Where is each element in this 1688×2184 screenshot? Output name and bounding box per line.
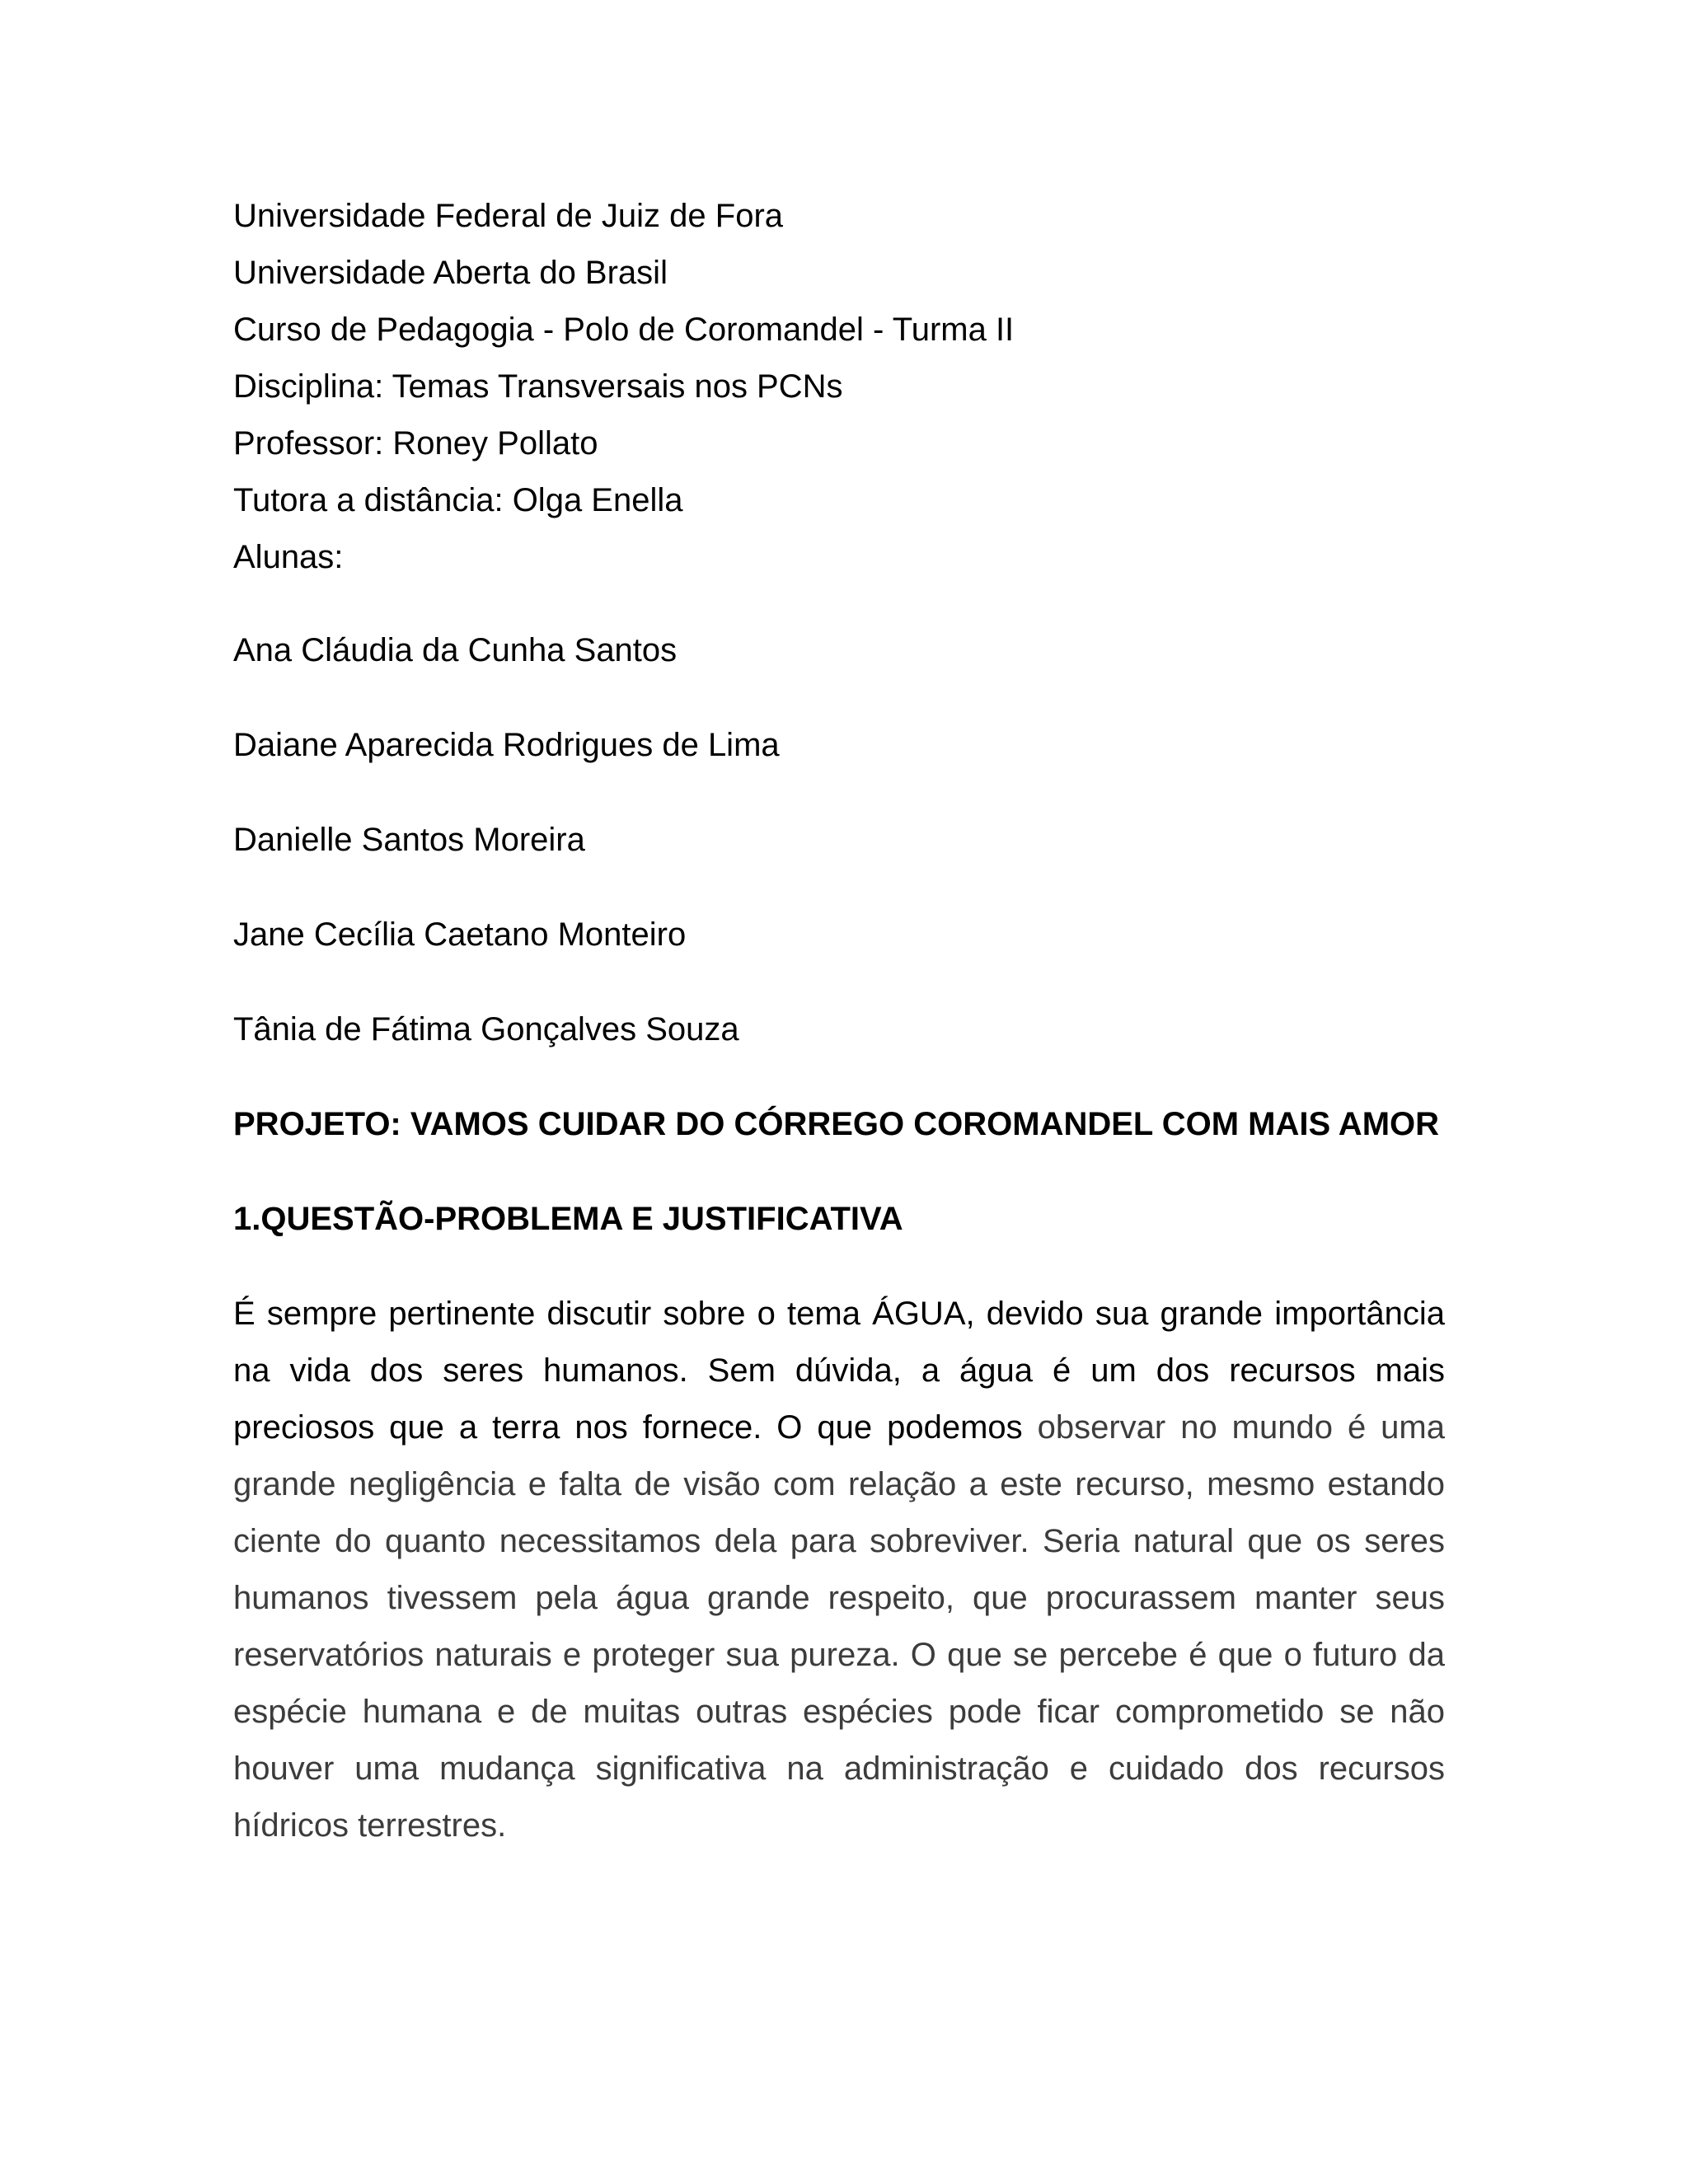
- institution-header: [233, 188, 1445, 586]
- student-name: Tânia de Fátima Gonçalves Souza: [233, 1011, 739, 1047]
- student-name: Daiane Aparecida Rodrigues de Lima: [233, 727, 780, 763]
- header-students-label: Alunas:: [233, 539, 344, 575]
- student-name: Danielle Santos Moreira: [233, 822, 585, 858]
- header-course: Curso de Pedagogia - Polo de Coromandel - Turma II: [233, 312, 1015, 348]
- project-title: PROJETO: VAMOS CUIDAR DO CÓRREGO COROMANDEL COM MAIS AMOR: [233, 1106, 1440, 1142]
- student-name: Jane Cecília Caetano Monteiro: [233, 916, 687, 953]
- header-discipline: Disciplina: Temas Transversais nos PCNs: [233, 368, 843, 405]
- document-content: [233, 188, 1445, 1887]
- paragraph-text-part1: É sempre pertinente discutir sobre o tema ÁGUA, devido sua grande importância na vida dos seres humanos. Sem dúvida, a água é um dos recursos mais preciosos que a terra nos fornece. O que podemos: [233, 1296, 1445, 1446]
- header-professor: Professor: Roney Pollato: [233, 425, 598, 462]
- section-heading: 1.QUESTÃO-PROBLEMA E JUSTIFICATIVA: [233, 1201, 903, 1237]
- header-open-university: Universidade Aberta do Brasil: [233, 255, 668, 291]
- student-list: [233, 622, 1445, 1058]
- justification-paragraph: [233, 1286, 1445, 1854]
- header-university: Universidade Federal de Juiz de Fora: [233, 198, 784, 234]
- header-tutor: Tutora a distância: Olga Enella: [233, 482, 683, 518]
- paragraph-text-part2: observar no mundo é uma grande negligência e falta de visão com relação a este recurso, mesmo estando ciente do quanto necessitamos dela para sobreviver. Seria natural que os seres humanos tivessem pela água grande respeito, que procurassem manter seus reservatórios naturais e proteger sua pureza. O que se percebe é que o futuro da espécie humana e de muitas outras espécies pode ficar comprometido se não houver uma mudança significativa na administração e cuidado dos recursos hídricos terrestres.: [233, 1409, 1445, 1844]
- student-name: Ana Cláudia da Cunha Santos: [233, 632, 678, 668]
